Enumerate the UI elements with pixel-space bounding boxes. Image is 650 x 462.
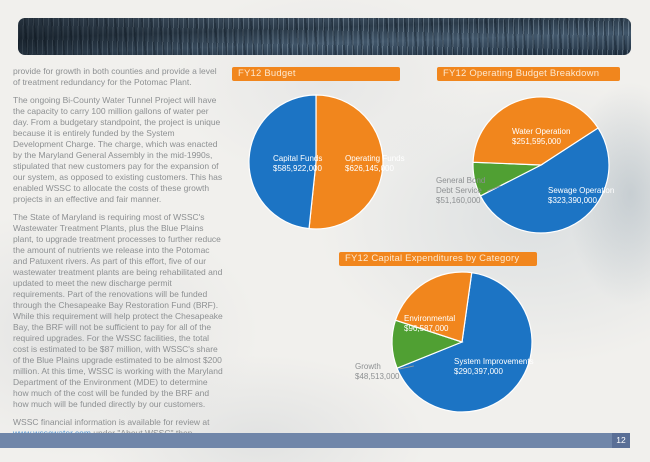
financial-info-text: WSSC financial information is available for review at (13, 417, 210, 427)
environmental-label: Environmental $96,587,000 (404, 314, 456, 333)
sewage-operation-label: Sewage Operation $323,390,000 (548, 186, 615, 205)
paragraph: The State of Maryland is requiring most of WSSC's Wastewater Treatment Plants, plus the Blue Plains plant, to upgrade treatment processes to further reduce the amount of nutrients we release into the Potomac and Patuxent rivers. As part of this effort, five of our wastewater treatment plants are being rehabilitated and updated to meet the new discharge permit requirements. Part of the renovations will be funded through the Chesapeake Bay Restoration Fund (BRF). While this requirement will help protect the Chesapeake Bay, the BRF will not be sufficient to pay for all of the required upgrades. For the WSSC facilities, the total cost is estimated to be $87 million, with WSSC's share of the Blue Plains upgrade estimated to be almost $200 million. At this time, WSSC is working with the Maryland Department of the Environment (MDE) to determine how much of the cost will be funded by the BRF and how much will be funded directly by our customers. (13, 212, 223, 409)
paragraph: The ongoing Bi-County Water Tunnel Project will have the capacity to carry 100 million gallons of water per day. From a budgetary standpoint, the project is unique because it is entirely funded by the System Development Charge. The charge, which was enacted by the Maryland General Assembly in the mid-1990s, stipulated that new customers pay for the expansion of our system, as opposed to existing customers. This has enabled WSSC to allocate the costs of these growth projects in an effective and fair manner. (13, 95, 223, 204)
capital-funds-label: Capital Funds $585,922,000 (273, 154, 323, 173)
chart-title-capital-expenditures: FY12 Capital Expenditures by Category (339, 252, 537, 266)
operating-breakdown-pie (471, 95, 611, 240)
paragraph: provide for growth in both counties and provide a level of treatment redundancy for the Potomac Plant. (13, 66, 217, 87)
general-bond-label: General Bond Debt Service $51,160,000 (436, 176, 486, 205)
chart-title-operating-breakdown: FY12 Operating Budget Breakdown (437, 67, 620, 81)
operating-funds-label: Operating Funds $626,145,000 (345, 154, 405, 173)
footer-bar (0, 433, 630, 448)
capital-expenditures-pie (390, 270, 534, 419)
page-number: 12 (612, 433, 630, 448)
article-text-column (13, 66, 225, 457)
growth-label: Growth $48,513,000 (355, 362, 400, 381)
waterfall-photo (18, 18, 631, 55)
water-operation-label: Water Operation $251,595,000 (512, 127, 571, 146)
system-improvements-label: System Improvements $290,397,000 (454, 357, 534, 376)
chart-title-fy12-budget: FY12 Budget (232, 67, 400, 81)
